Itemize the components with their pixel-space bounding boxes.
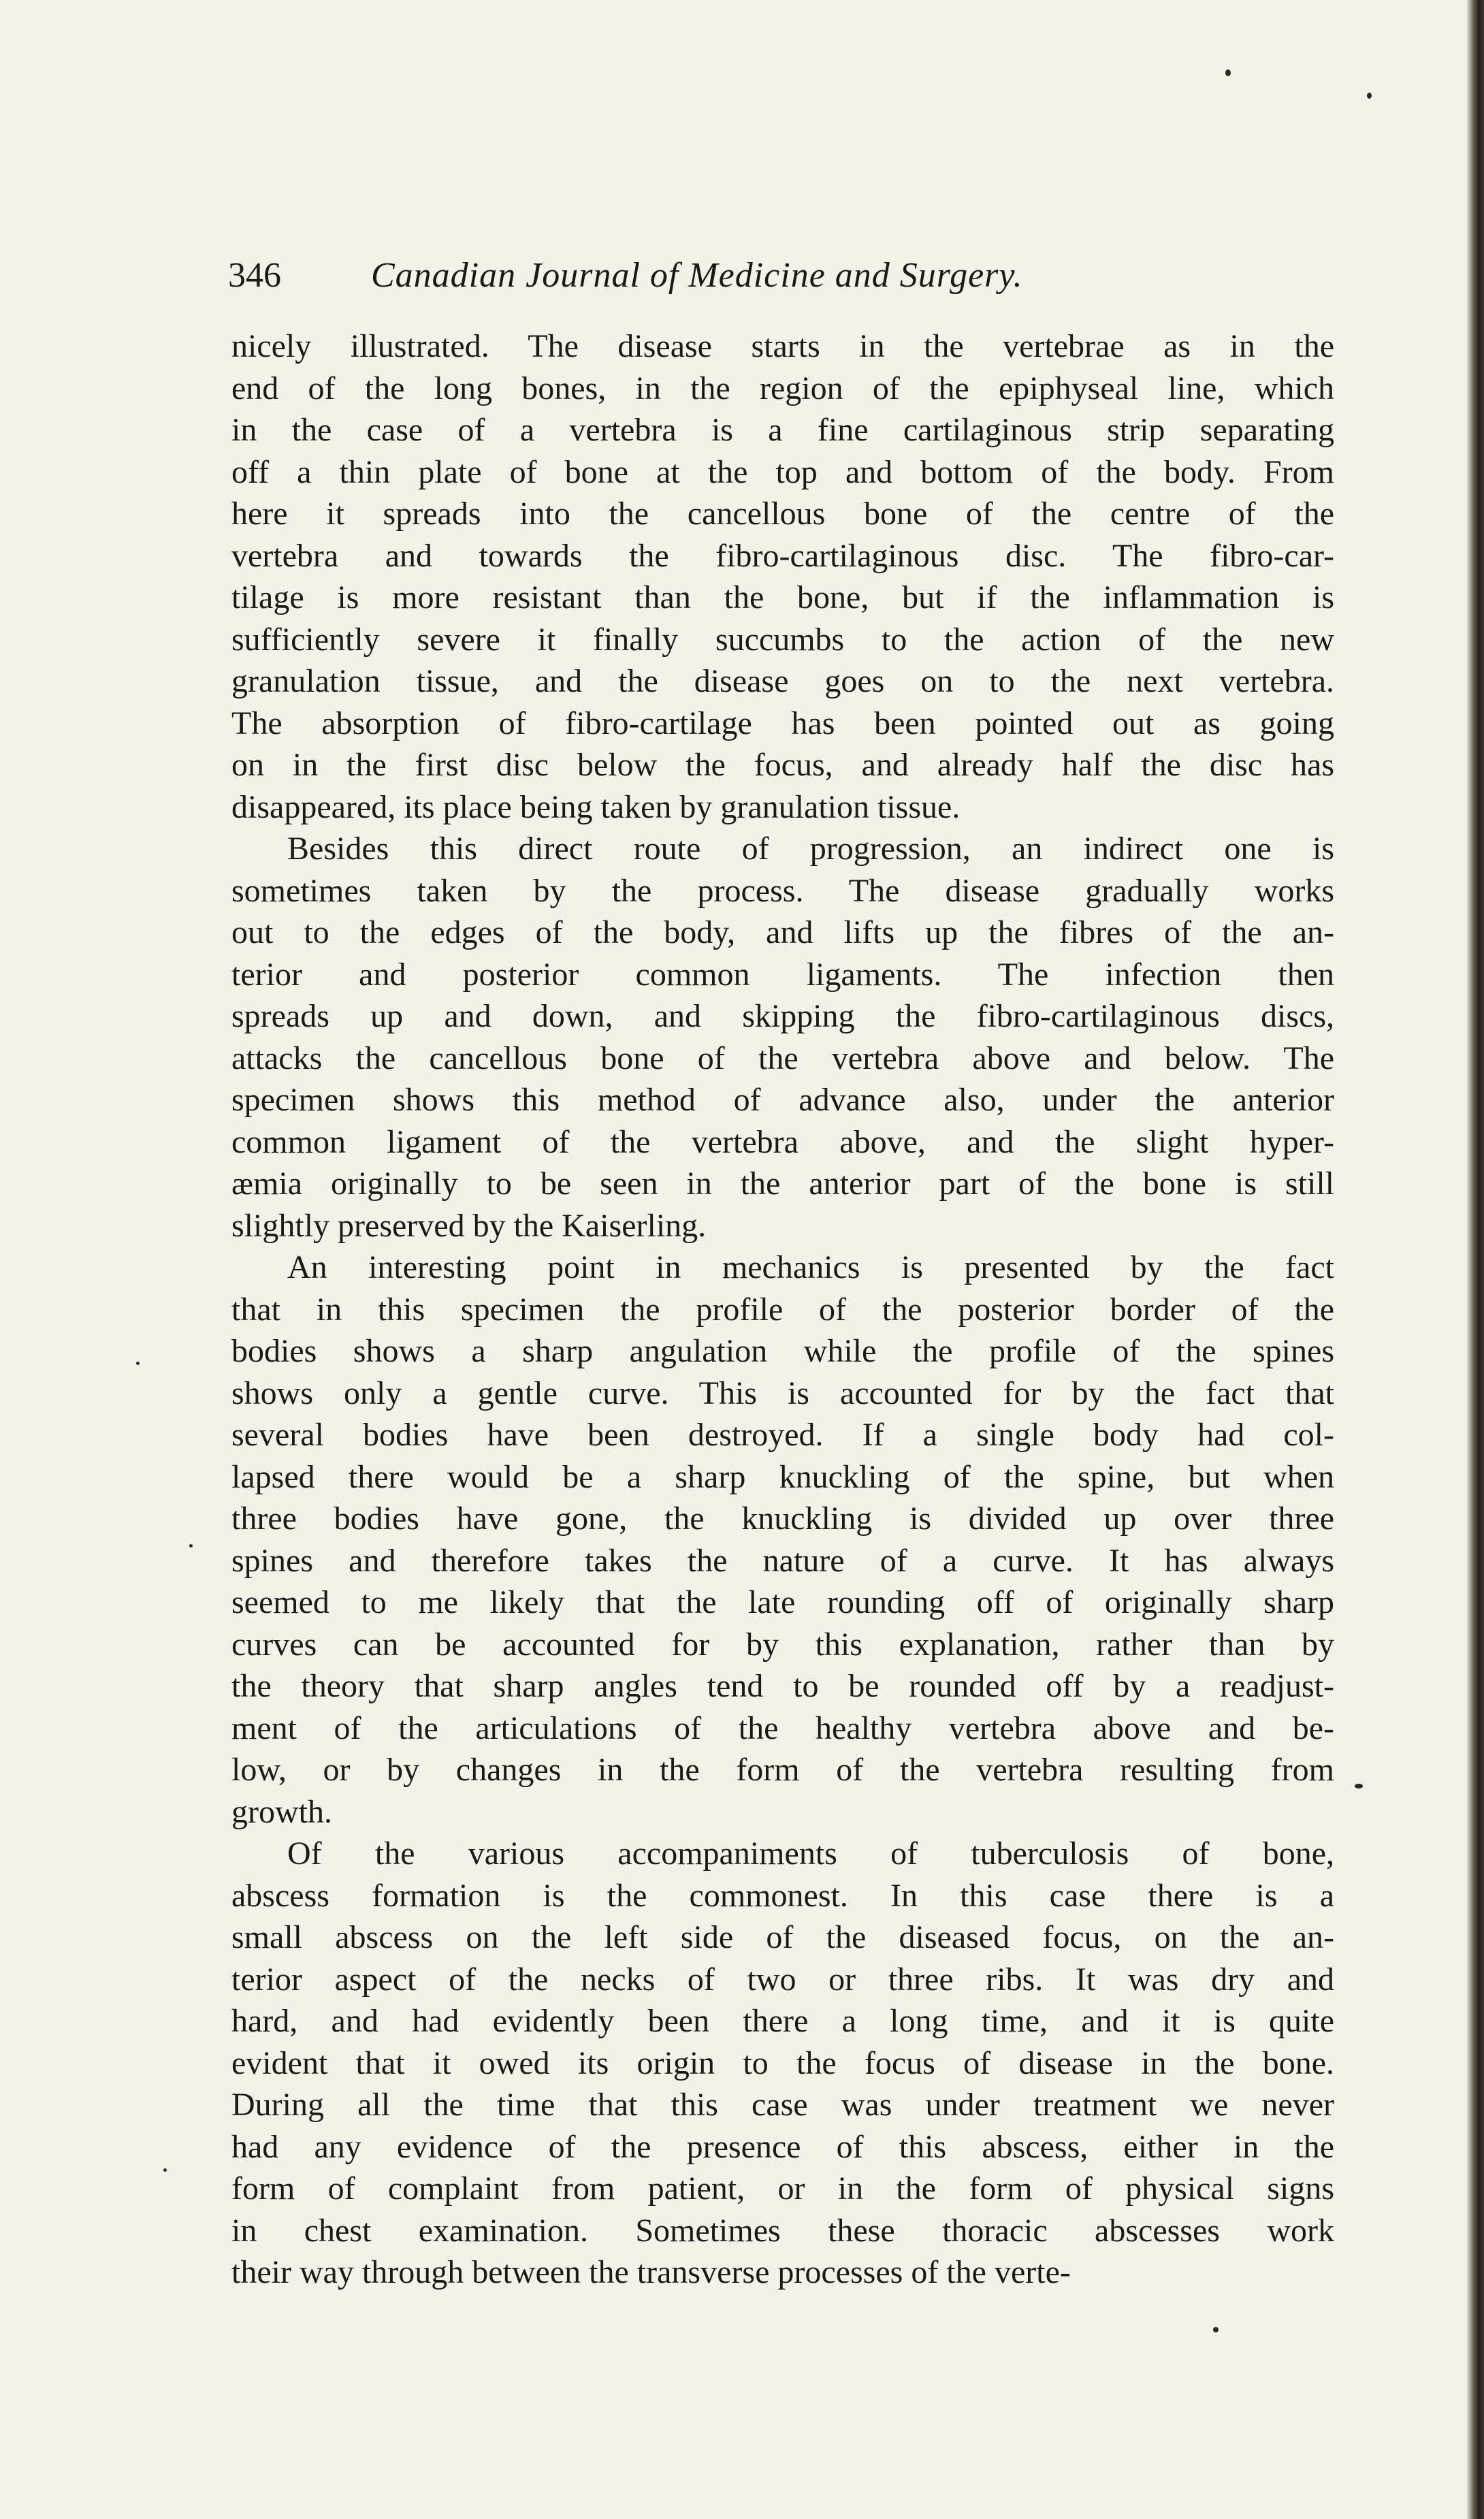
text-line: terior and posterior common ligaments. The infection then (231, 956, 1334, 993)
text-line: Besides this direct route of progression, an indirect one is (287, 831, 1334, 867)
text-line: hard, and had evidently been there a long time, and it is quite (231, 2003, 1334, 2039)
text-line: in the case of a vertebra is a fine cartilaginous strip separating (231, 412, 1334, 448)
text-line: evident that it owed its origin to the focus of disease in the bone. (231, 2044, 1334, 2081)
text-line: the theory that sharp angles tend to be rounded off by a readjust- (231, 1668, 1334, 1704)
text-line: end of the long bones, in the region of the epiphyseal line, which (231, 370, 1334, 406)
text-line: three bodies have gone, the knuckling is divided up over three (231, 1501, 1334, 1537)
ink-speck (1355, 1784, 1363, 1788)
text-line: seemed to me likely that the late rounding off of originally sharp (231, 1584, 1334, 1620)
text-line: terior aspect of the necks of two or three ribs. It was dry and (231, 1961, 1334, 1997)
text-line: tilage is more resistant than the bone, but if the inflammation is (231, 579, 1334, 615)
text-line: small abscess on the left side of the diseased focus, on the an- (231, 1919, 1334, 1955)
text-line: here it spreads into the cancellous bone of the centre of the (231, 496, 1334, 532)
text-line: ment of the articulations of the healthy vertebra above and be- (231, 1710, 1334, 1746)
ink-speck (1367, 93, 1372, 99)
text-line: had any evidence of the presence of this abscess, either in the (231, 2128, 1334, 2165)
page-number: 346 (228, 256, 281, 295)
text-line: bodies shows a sharp angulation while the profile of the spines (231, 1333, 1334, 1369)
ink-speck (136, 1362, 140, 1365)
ink-speck (189, 1544, 193, 1547)
paragraph (231, 1833, 1334, 2294)
text-line: æmia originally to be seen in the anterior part of the bone is still (231, 1166, 1334, 1202)
text-line: granulation tissue, and the disease goes on to the next vertebra. (231, 663, 1334, 699)
text-line: specimen shows this method of advance also, under the anterior (231, 1082, 1334, 1118)
text-line: The absorption of fibro-cartilage has been pointed out as going (231, 705, 1334, 741)
text-line: out to the edges of the body, and lifts up the fibres of the an- (231, 914, 1334, 950)
text-line: abscess formation is the commonest. In this case there is a (231, 1877, 1334, 1914)
text-line: vertebra and towards the fibro-cartilaginous disc. The fibro-car- (231, 537, 1334, 574)
ink-speck (1225, 69, 1231, 76)
text-line: lapsed there would be a sharp knuckling of the spine, but when (231, 1458, 1334, 1495)
text-line: disappeared, its place being taken by granulation tissue. (231, 788, 961, 825)
text-line: curves can be accounted for by this explanation, rather than by (231, 1626, 1334, 1663)
text-line: several bodies have been destroyed. If a single body had col- (231, 1417, 1334, 1453)
text-line: spreads up and down, and skipping the fibro-cartilaginous discs, (231, 998, 1334, 1034)
text-line: that in this specimen the profile of the posterior border of the (231, 1291, 1334, 1328)
text-line: sometimes taken by the process. The disease gradually works (231, 872, 1334, 909)
text-line: Of the various accompaniments of tuberculosis of bone, (287, 1835, 1334, 1872)
text-line: During all the time that this case was under treatment we never (231, 2087, 1334, 2123)
text-line: attacks the cancellous bone of the vertebra above and below. The (231, 1040, 1334, 1076)
paragraph (231, 1247, 1334, 1833)
text-line: spines and therefore takes the nature of a curve. It has always (231, 1542, 1334, 1579)
text-line: their way through between the transverse processes of the verte- (231, 2254, 1071, 2290)
paragraph (231, 828, 1334, 1247)
text-line: in chest examination. Sometimes these thoracic abscesses work (231, 2212, 1334, 2249)
text-line: low, or by changes in the form of the vertebra resulting from (231, 1752, 1334, 1788)
text-line: common ligament of the vertebra above, and the slight hyper- (231, 1123, 1334, 1160)
paragraph (231, 325, 1334, 828)
text-line: on in the first disc below the focus, and already half the disc has (231, 747, 1334, 783)
text-line: sufficiently severe it finally succumbs to the action of the new (231, 621, 1334, 658)
text-line: growth. (231, 1793, 332, 1830)
text-line: slightly preserved by the Kaiserling. (231, 1207, 707, 1244)
book-spine-edge (1466, 0, 1484, 2519)
text-line: form of complaint from patient, or in the form of physical signs (231, 2170, 1334, 2207)
text-line: shows only a gentle curve. This is accounted for by the fact that (231, 1375, 1334, 1411)
text-line: nicely illustrated. The disease starts in the vertebrae as in the (231, 328, 1334, 364)
ink-speck (1213, 2327, 1219, 2332)
article-body (231, 325, 1334, 2294)
ink-speck (163, 2168, 167, 2172)
page-header (228, 252, 1290, 300)
running-head: Canadian Journal of Medicine and Surgery. (371, 256, 1023, 295)
text-line: off a thin plate of bone at the top and bottom of the body. From (231, 453, 1334, 490)
text-line: An interesting point in mechanics is presented by the fact (287, 1249, 1334, 1285)
